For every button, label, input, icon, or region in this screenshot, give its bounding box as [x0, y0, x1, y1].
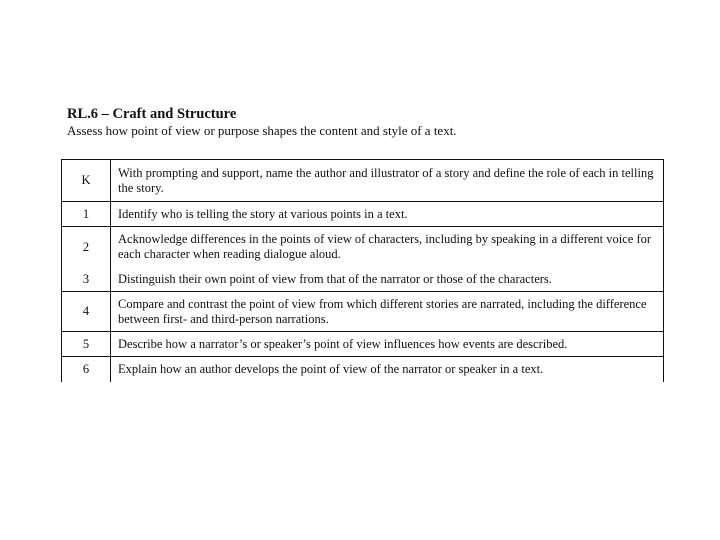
table-row [62, 267, 663, 291]
standard-text: With prompting and support, name the author and illustrator of a story and define the role of each in telling the story. [118, 165, 654, 195]
grade-label: 1 [82, 206, 90, 221]
table-row [62, 357, 663, 381]
standard-text: Compare and contrast the point of view from which different stories are narrated, including the difference between first- and third-person narrations. [118, 296, 647, 326]
grade-label: 4 [82, 304, 90, 318]
table-row [62, 292, 663, 331]
standard-text: Identify who is telling the story at various points in a text. [118, 206, 408, 221]
table-row [62, 332, 663, 356]
table-row [62, 202, 663, 226]
progression-table [61, 159, 664, 382]
table-row [62, 160, 663, 201]
table-row [62, 227, 663, 267]
grade-label: 6 [82, 361, 90, 376]
grade-label: 2 [82, 239, 90, 254]
grade-label: 3 [82, 271, 90, 286]
standard-text: Explain how an author develops the point of view of the narrator or speaker in a text. [118, 361, 544, 376]
grade-label: 5 [82, 336, 90, 351]
standard-heading: RL.6 – Craft and Structure [67, 106, 237, 122]
grade-label: K [81, 173, 91, 187]
standard-subheading: Assess how point of view or purpose shapes the content and style of a text. [67, 123, 457, 138]
standard-text: Distinguish their own point of view from that of the narrator or those of the characters. [118, 271, 552, 286]
standard-text: Acknowledge differences in the points of view of characters, including by speaking in a different voice for each character when reading dialogue aloud. [118, 232, 652, 261]
standard-text: Describe how a narrator’s or speaker’s point of view influences how events are described. [118, 336, 568, 351]
